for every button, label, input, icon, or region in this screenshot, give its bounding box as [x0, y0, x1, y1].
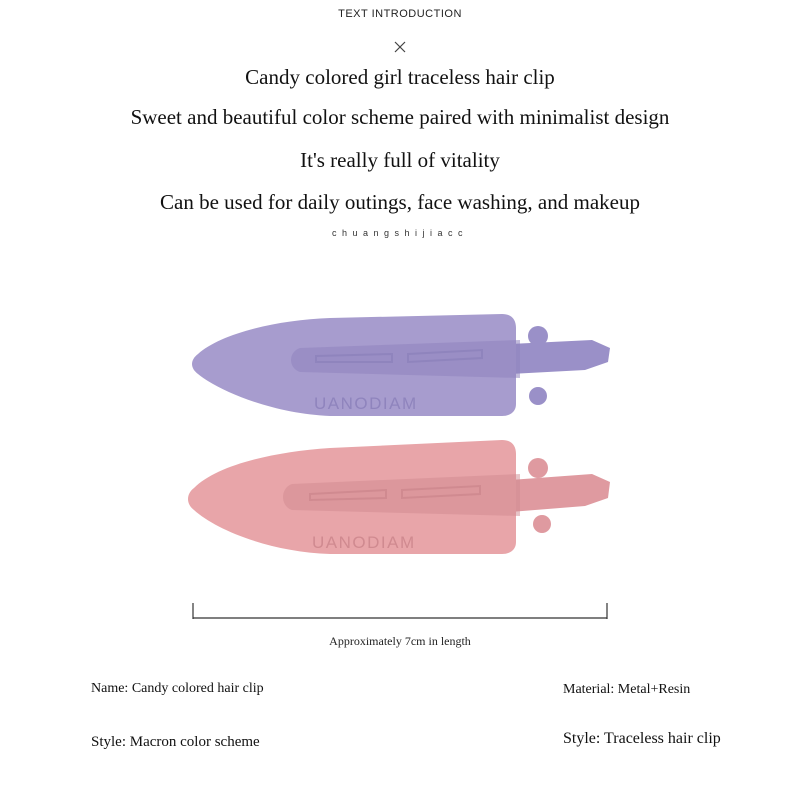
length-caption: Approximately 7cm in length — [329, 634, 471, 648]
intro-line-usage: Can be used for daily outings, face washing, and makeup — [160, 190, 640, 214]
brand-tag: chuangshijiacc — [331, 228, 469, 238]
intro-line-title: Candy colored girl traceless hair clip — [245, 65, 555, 89]
spec-name: Name: Candy colored hair clip — [91, 681, 264, 696]
intro-line-vitality: It's really full of vitality — [300, 148, 500, 172]
clip-hinge-bottom — [529, 387, 547, 405]
intro-line-design: Sweet and beautiful color scheme paired with minimalist design — [130, 105, 670, 129]
spec-style-color-scheme: Style: Macron color scheme — [91, 734, 260, 750]
close-icon — [391, 38, 409, 56]
clip-hinge-bottom — [533, 515, 551, 533]
pink-hair-clip-image — [180, 428, 620, 578]
purple-hair-clip-image — [180, 292, 620, 442]
section-title: TEXT INTRODUCTION — [338, 8, 462, 20]
clip-hinge-top — [528, 326, 548, 346]
length-measure-bracket — [192, 603, 608, 621]
clip-embossed-brand: UANODIAM — [312, 533, 416, 552]
spec-material: Material: Metal+Resin — [563, 682, 691, 697]
clip-embossed-brand: UANODIAM — [314, 394, 418, 413]
clip-metal-prong — [510, 474, 610, 512]
clip-hinge-top — [528, 458, 548, 478]
clip-metal-prong — [510, 340, 610, 374]
spec-style-type: Style: Traceless hair clip — [563, 730, 721, 747]
